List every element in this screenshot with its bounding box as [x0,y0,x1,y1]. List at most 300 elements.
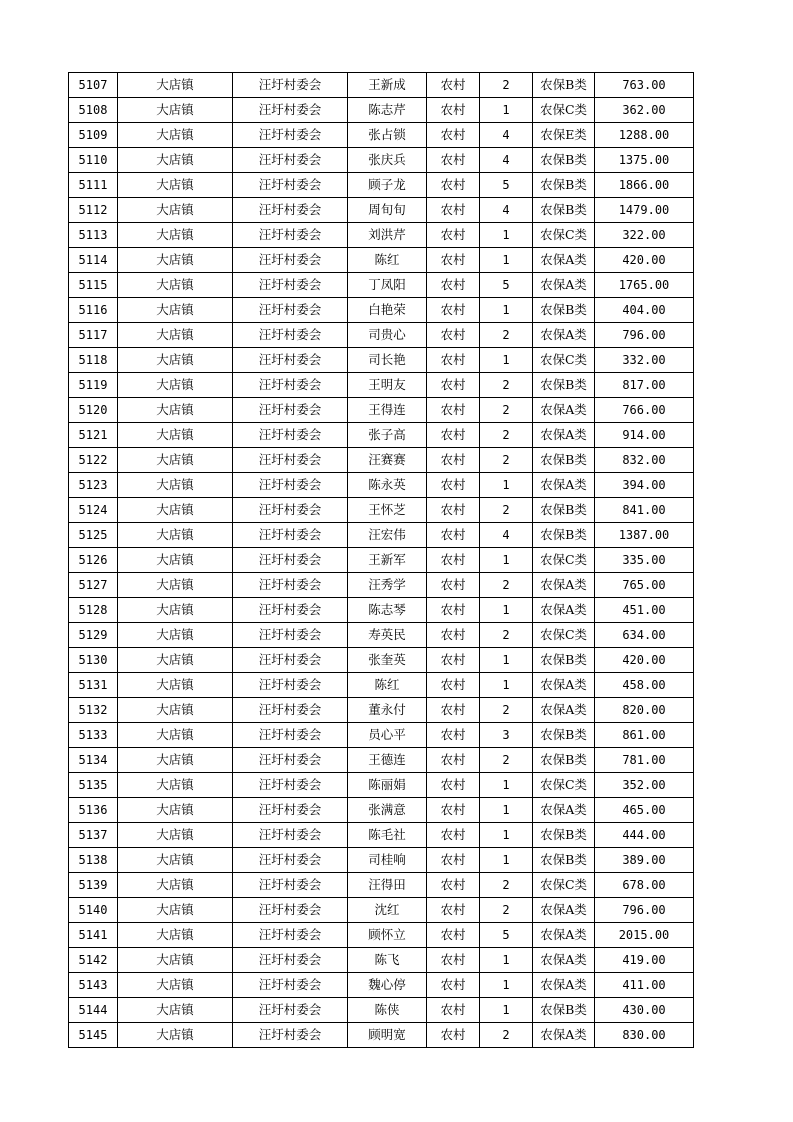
household-count-cell: 1 [480,798,533,823]
person-name-cell: 汪赛赛 [348,448,427,473]
area-type-cell: 农村 [427,148,480,173]
row-number-cell: 5118 [69,348,118,373]
area-type-cell: 农村 [427,673,480,698]
person-name-cell: 司桂响 [348,848,427,873]
amount-cell: 419.00 [595,948,694,973]
row-number-cell: 5138 [69,848,118,873]
town-cell: 大店镇 [118,498,233,523]
insurance-category-cell: 农保A类 [533,598,595,623]
amount-cell: 766.00 [595,398,694,423]
person-name-cell: 王怀芝 [348,498,427,523]
household-count-cell: 1 [480,848,533,873]
person-name-cell: 王明友 [348,373,427,398]
person-name-cell: 陈丽娟 [348,773,427,798]
row-number-cell: 5132 [69,698,118,723]
insurance-category-cell: 农保B类 [533,73,595,98]
village-committee-cell: 汪圩村委会 [233,748,348,773]
household-count-cell: 1 [480,598,533,623]
row-number-cell: 5113 [69,223,118,248]
table-row [69,373,694,398]
town-cell: 大店镇 [118,648,233,673]
insurance-category-cell: 农保B类 [533,748,595,773]
village-committee-cell: 汪圩村委会 [233,548,348,573]
town-cell: 大店镇 [118,348,233,373]
insurance-category-cell: 农保C类 [533,548,595,573]
row-number-cell: 5107 [69,73,118,98]
amount-cell: 1375.00 [595,148,694,173]
table-row [69,998,694,1023]
row-number-cell: 5125 [69,523,118,548]
table-row [69,973,694,998]
amount-cell: 832.00 [595,448,694,473]
table-row [69,923,694,948]
amount-cell: 458.00 [595,673,694,698]
table-row [69,123,694,148]
village-committee-cell: 汪圩村委会 [233,798,348,823]
village-committee-cell: 汪圩村委会 [233,773,348,798]
row-number-cell: 5124 [69,498,118,523]
insurance-category-cell: 农保B类 [533,298,595,323]
person-name-cell: 陈毛社 [348,823,427,848]
row-number-cell: 5111 [69,173,118,198]
amount-cell: 781.00 [595,748,694,773]
table-row [69,748,694,773]
village-committee-cell: 汪圩村委会 [233,473,348,498]
amount-cell: 678.00 [595,873,694,898]
table-row [69,848,694,873]
town-cell: 大店镇 [118,823,233,848]
town-cell: 大店镇 [118,723,233,748]
area-type-cell: 农村 [427,848,480,873]
village-committee-cell: 汪圩村委会 [233,648,348,673]
insurance-category-cell: 农保B类 [533,848,595,873]
insurance-category-cell: 农保A类 [533,798,595,823]
amount-cell: 394.00 [595,473,694,498]
row-number-cell: 5114 [69,248,118,273]
insurance-category-cell: 农保C类 [533,873,595,898]
household-count-cell: 1 [480,823,533,848]
insurance-category-cell: 农保C类 [533,348,595,373]
household-count-cell: 4 [480,198,533,223]
village-committee-cell: 汪圩村委会 [233,1023,348,1048]
village-committee-cell: 汪圩村委会 [233,373,348,398]
town-cell: 大店镇 [118,748,233,773]
insurance-category-cell: 农保A类 [533,673,595,698]
amount-cell: 444.00 [595,823,694,848]
row-number-cell: 5112 [69,198,118,223]
row-number-cell: 5143 [69,973,118,998]
area-type-cell: 农村 [427,948,480,973]
table-row [69,223,694,248]
row-number-cell: 5142 [69,948,118,973]
table-row [69,723,694,748]
person-name-cell: 王新军 [348,548,427,573]
amount-cell: 765.00 [595,573,694,598]
household-count-cell: 2 [480,573,533,598]
area-type-cell: 农村 [427,73,480,98]
row-number-cell: 5123 [69,473,118,498]
town-cell: 大店镇 [118,573,233,598]
table-row [69,1023,694,1048]
person-name-cell: 顾子龙 [348,173,427,198]
village-committee-cell: 汪圩村委会 [233,723,348,748]
amount-cell: 404.00 [595,298,694,323]
table-row [69,823,694,848]
household-count-cell: 5 [480,923,533,948]
person-name-cell: 王新成 [348,73,427,98]
household-count-cell: 2 [480,623,533,648]
village-committee-cell: 汪圩村委会 [233,873,348,898]
household-count-cell: 1 [480,348,533,373]
town-cell: 大店镇 [118,773,233,798]
town-cell: 大店镇 [118,973,233,998]
row-number-cell: 5145 [69,1023,118,1048]
insurance-category-cell: 农保B类 [533,173,595,198]
person-name-cell: 周旬旬 [348,198,427,223]
town-cell: 大店镇 [118,873,233,898]
amount-cell: 817.00 [595,373,694,398]
area-type-cell: 农村 [427,173,480,198]
insurance-category-cell: 农保C类 [533,223,595,248]
area-type-cell: 农村 [427,773,480,798]
area-type-cell: 农村 [427,348,480,373]
village-committee-cell: 汪圩村委会 [233,173,348,198]
table-row [69,948,694,973]
village-committee-cell: 汪圩村委会 [233,198,348,223]
table-row [69,598,694,623]
person-name-cell: 寿英民 [348,623,427,648]
table-row [69,473,694,498]
insurance-category-cell: 农保A类 [533,898,595,923]
household-count-cell: 1 [480,648,533,673]
household-count-cell: 3 [480,723,533,748]
area-type-cell: 农村 [427,998,480,1023]
row-number-cell: 5140 [69,898,118,923]
insurance-category-cell: 农保B类 [533,198,595,223]
town-cell: 大店镇 [118,848,233,873]
village-committee-cell: 汪圩村委会 [233,73,348,98]
amount-cell: 763.00 [595,73,694,98]
village-committee-cell: 汪圩村委会 [233,298,348,323]
amount-cell: 1288.00 [595,123,694,148]
table-row [69,423,694,448]
table-row [69,498,694,523]
village-committee-cell: 汪圩村委会 [233,223,348,248]
household-count-cell: 1 [480,773,533,798]
row-number-cell: 5133 [69,723,118,748]
household-count-cell: 1 [480,673,533,698]
person-name-cell: 员心平 [348,723,427,748]
insurance-category-cell: 农保C类 [533,98,595,123]
person-name-cell: 汪得田 [348,873,427,898]
table-row [69,273,694,298]
village-committee-cell: 汪圩村委会 [233,573,348,598]
row-number-cell: 5129 [69,623,118,648]
person-name-cell: 司长艳 [348,348,427,373]
household-count-cell: 1 [480,948,533,973]
area-type-cell: 农村 [427,298,480,323]
insurance-category-cell: 农保A类 [533,423,595,448]
town-cell: 大店镇 [118,923,233,948]
village-committee-cell: 汪圩村委会 [233,948,348,973]
row-number-cell: 5122 [69,448,118,473]
town-cell: 大店镇 [118,273,233,298]
table-row [69,73,694,98]
household-count-cell: 1 [480,223,533,248]
insurance-category-cell: 农保B类 [533,998,595,1023]
amount-cell: 861.00 [595,723,694,748]
person-name-cell: 陈红 [348,673,427,698]
town-cell: 大店镇 [118,198,233,223]
area-type-cell: 农村 [427,223,480,248]
table-row [69,548,694,573]
amount-cell: 430.00 [595,998,694,1023]
village-committee-cell: 汪圩村委会 [233,148,348,173]
amount-cell: 1479.00 [595,198,694,223]
person-name-cell: 张奎英 [348,648,427,673]
person-name-cell: 王得连 [348,398,427,423]
town-cell: 大店镇 [118,623,233,648]
town-cell: 大店镇 [118,673,233,698]
insurance-category-cell: 农保E类 [533,123,595,148]
area-type-cell: 农村 [427,723,480,748]
table-row [69,698,694,723]
insurance-category-cell: 农保A类 [533,923,595,948]
person-name-cell: 沈红 [348,898,427,923]
insurance-category-cell: 农保B类 [533,823,595,848]
row-number-cell: 5130 [69,648,118,673]
household-count-cell: 4 [480,523,533,548]
insurance-category-cell: 农保B类 [533,523,595,548]
table-row [69,673,694,698]
town-cell: 大店镇 [118,173,233,198]
amount-cell: 465.00 [595,798,694,823]
household-count-cell: 2 [480,398,533,423]
village-committee-cell: 汪圩村委会 [233,123,348,148]
amount-cell: 451.00 [595,598,694,623]
table-body [69,73,694,1048]
village-committee-cell: 汪圩村委会 [233,673,348,698]
household-count-cell: 2 [480,498,533,523]
village-committee-cell: 汪圩村委会 [233,273,348,298]
table-row [69,348,694,373]
table-row [69,323,694,348]
town-cell: 大店镇 [118,223,233,248]
household-count-cell: 2 [480,73,533,98]
insurance-category-cell: 农保B类 [533,148,595,173]
amount-cell: 796.00 [595,323,694,348]
household-count-cell: 4 [480,148,533,173]
person-name-cell: 张子高 [348,423,427,448]
table-row [69,173,694,198]
area-type-cell: 农村 [427,798,480,823]
village-committee-cell: 汪圩村委会 [233,248,348,273]
row-number-cell: 5134 [69,748,118,773]
village-committee-cell: 汪圩村委会 [233,598,348,623]
table-row [69,448,694,473]
town-cell: 大店镇 [118,1023,233,1048]
amount-cell: 1387.00 [595,523,694,548]
table-row [69,198,694,223]
town-cell: 大店镇 [118,423,233,448]
village-committee-cell: 汪圩村委会 [233,898,348,923]
area-type-cell: 农村 [427,373,480,398]
area-type-cell: 农村 [427,823,480,848]
person-name-cell: 董永付 [348,698,427,723]
town-cell: 大店镇 [118,73,233,98]
row-number-cell: 5141 [69,923,118,948]
village-committee-cell: 汪圩村委会 [233,823,348,848]
table-row [69,623,694,648]
town-cell: 大店镇 [118,698,233,723]
amount-cell: 420.00 [595,648,694,673]
person-name-cell: 刘洪芹 [348,223,427,248]
table-row [69,648,694,673]
town-cell: 大店镇 [118,98,233,123]
town-cell: 大店镇 [118,798,233,823]
person-name-cell: 陈志芹 [348,98,427,123]
insurance-category-cell: 农保B类 [533,723,595,748]
household-count-cell: 4 [480,123,533,148]
village-committee-cell: 汪圩村委会 [233,623,348,648]
village-committee-cell: 汪圩村委会 [233,498,348,523]
area-type-cell: 农村 [427,573,480,598]
person-name-cell: 陈永英 [348,473,427,498]
area-type-cell: 农村 [427,548,480,573]
area-type-cell: 农村 [427,623,480,648]
row-number-cell: 5126 [69,548,118,573]
amount-cell: 322.00 [595,223,694,248]
insurance-category-cell: 农保B类 [533,648,595,673]
person-name-cell: 司贵心 [348,323,427,348]
village-committee-cell: 汪圩村委会 [233,523,348,548]
town-cell: 大店镇 [118,548,233,573]
area-type-cell: 农村 [427,748,480,773]
town-cell: 大店镇 [118,898,233,923]
area-type-cell: 农村 [427,323,480,348]
town-cell: 大店镇 [118,398,233,423]
row-number-cell: 5135 [69,773,118,798]
area-type-cell: 农村 [427,923,480,948]
town-cell: 大店镇 [118,473,233,498]
person-name-cell: 陈志琴 [348,598,427,623]
row-number-cell: 5110 [69,148,118,173]
insurance-category-cell: 农保C类 [533,623,595,648]
insurance-category-cell: 农保A类 [533,398,595,423]
area-type-cell: 农村 [427,1023,480,1048]
area-type-cell: 农村 [427,273,480,298]
table-row [69,298,694,323]
table-row [69,773,694,798]
insurance-category-cell: 农保B类 [533,448,595,473]
row-number-cell: 5131 [69,673,118,698]
village-committee-cell: 汪圩村委会 [233,323,348,348]
insurance-category-cell: 农保A类 [533,1023,595,1048]
insurance-category-cell: 农保C类 [533,773,595,798]
row-number-cell: 5108 [69,98,118,123]
household-count-cell: 5 [480,173,533,198]
town-cell: 大店镇 [118,148,233,173]
village-committee-cell: 汪圩村委会 [233,348,348,373]
table-row [69,148,694,173]
household-count-cell: 2 [480,323,533,348]
table-row [69,798,694,823]
amount-cell: 420.00 [595,248,694,273]
area-type-cell: 农村 [427,648,480,673]
village-committee-cell: 汪圩村委会 [233,923,348,948]
amount-cell: 335.00 [595,548,694,573]
household-count-cell: 2 [480,748,533,773]
village-committee-cell: 汪圩村委会 [233,98,348,123]
household-count-cell: 5 [480,273,533,298]
person-name-cell: 陈红 [348,248,427,273]
insurance-category-cell: 农保A类 [533,248,595,273]
insurance-category-cell: 农保A类 [533,698,595,723]
household-count-cell: 2 [480,423,533,448]
person-name-cell: 陈侠 [348,998,427,1023]
area-type-cell: 农村 [427,248,480,273]
area-type-cell: 农村 [427,973,480,998]
row-number-cell: 5120 [69,398,118,423]
village-committee-cell: 汪圩村委会 [233,998,348,1023]
table-row [69,573,694,598]
table-row [69,523,694,548]
area-type-cell: 农村 [427,898,480,923]
row-number-cell: 5119 [69,373,118,398]
person-name-cell: 汪宏伟 [348,523,427,548]
household-count-cell: 2 [480,873,533,898]
amount-cell: 820.00 [595,698,694,723]
household-count-cell: 1 [480,998,533,1023]
household-count-cell: 1 [480,473,533,498]
town-cell: 大店镇 [118,998,233,1023]
area-type-cell: 农村 [427,423,480,448]
town-cell: 大店镇 [118,323,233,348]
insurance-category-cell: 农保B类 [533,498,595,523]
row-number-cell: 5121 [69,423,118,448]
town-cell: 大店镇 [118,948,233,973]
area-type-cell: 农村 [427,873,480,898]
town-cell: 大店镇 [118,523,233,548]
amount-cell: 352.00 [595,773,694,798]
insurance-category-cell: 农保A类 [533,573,595,598]
person-name-cell: 张占锁 [348,123,427,148]
household-count-cell: 2 [480,373,533,398]
person-name-cell: 张满意 [348,798,427,823]
area-type-cell: 农村 [427,398,480,423]
row-number-cell: 5137 [69,823,118,848]
table-row [69,873,694,898]
row-number-cell: 5117 [69,323,118,348]
area-type-cell: 农村 [427,123,480,148]
household-count-cell: 1 [480,548,533,573]
insurance-category-cell: 农保A类 [533,473,595,498]
row-number-cell: 5144 [69,998,118,1023]
insurance-category-cell: 农保A类 [533,973,595,998]
area-type-cell: 农村 [427,473,480,498]
area-type-cell: 农村 [427,598,480,623]
household-count-cell: 2 [480,898,533,923]
table-row [69,398,694,423]
amount-cell: 389.00 [595,848,694,873]
amount-cell: 841.00 [595,498,694,523]
person-name-cell: 张庆兵 [348,148,427,173]
amount-cell: 2015.00 [595,923,694,948]
household-count-cell: 1 [480,298,533,323]
table-row [69,898,694,923]
row-number-cell: 5128 [69,598,118,623]
amount-cell: 1765.00 [595,273,694,298]
